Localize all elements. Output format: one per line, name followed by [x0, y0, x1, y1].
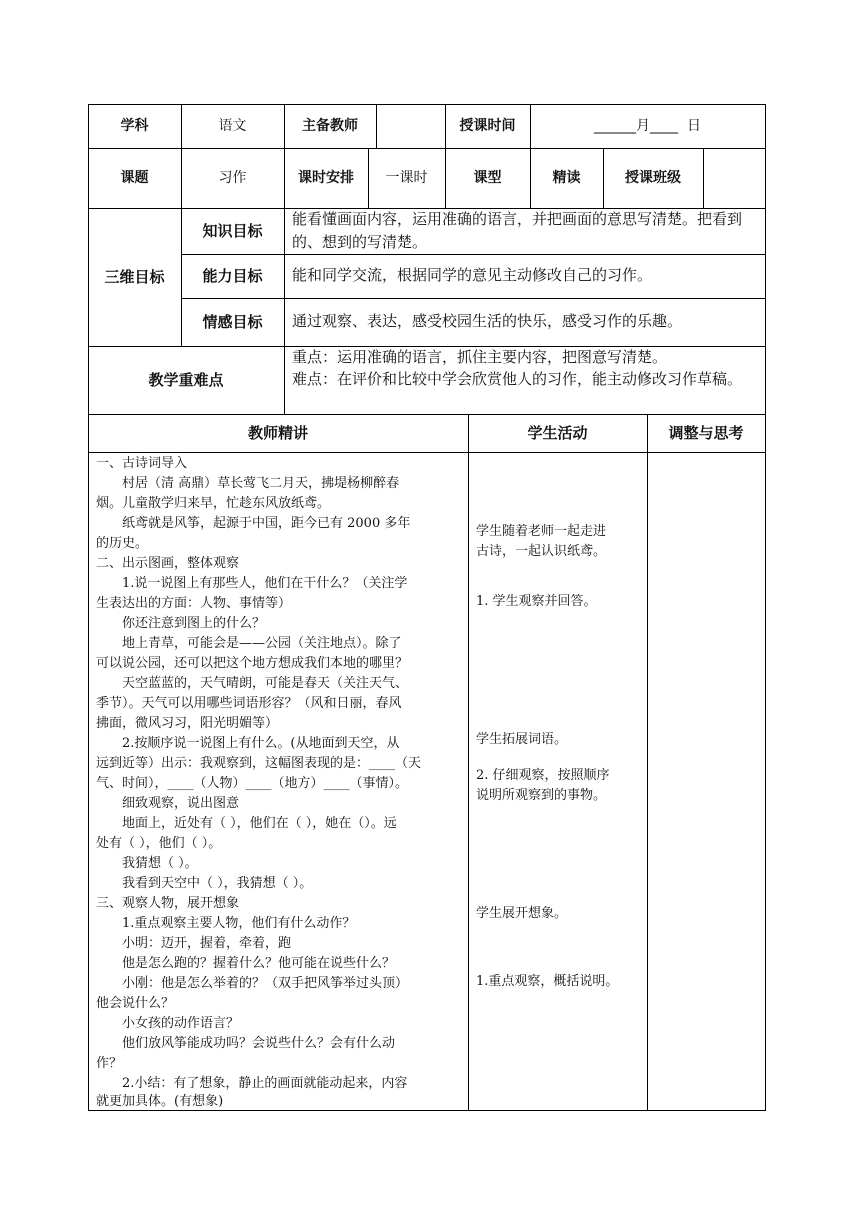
topic-value: 习作 — [218, 169, 247, 186]
teacher-line: 一、古诗词导入 — [96, 456, 188, 471]
teacher-line: 1.说一说图上有那些人，他们在干什么？（关注学 — [96, 576, 408, 591]
col-header-reflect: 调整与思考 — [668, 424, 744, 442]
subject-value: 语文 — [218, 117, 247, 134]
type-value: 精读 — [552, 169, 581, 186]
student-note: 学生随着老师一起走进 — [476, 524, 607, 539]
time-label: 授课时间 — [459, 117, 516, 134]
teacher-line: 他是怎么跑的？握着什么？他可能在说些什么？ — [96, 956, 396, 971]
teacher-line: 处有（ ），他们（ ）。 — [96, 836, 222, 851]
key-points-difficulty: 难点：在评价和比较中学会欣赏他人的习作，能主动修改习作草稿。 — [292, 370, 743, 388]
teacher-line: 你还注意到图上的什么？ — [96, 616, 266, 631]
student-note: 说明所观察到的事物。 — [476, 788, 607, 803]
goals-label: 三维目标 — [104, 268, 165, 286]
teacher-line: 拂面，微风习习，阳光明媚等） — [96, 716, 279, 731]
class-value[interactable] — [703, 148, 765, 208]
hours-label: 课时安排 — [298, 169, 354, 186]
col-header-teacher: 教师精讲 — [247, 424, 308, 442]
teacher-line: 小刚：他是怎么举着的？（双手把风筝举过头顶） — [96, 976, 409, 991]
teacher-line: 作？ — [96, 1056, 123, 1071]
teacher-line: 的历史。 — [96, 536, 149, 551]
topic-label: 课题 — [120, 169, 149, 186]
teacher-line: 地面上，近处有（ ），他们在（ ），她在（）。远 — [96, 816, 397, 831]
hours-value: 一课时 — [385, 169, 428, 186]
teacher-line: 三、观察人物，展开想象 — [96, 896, 240, 911]
teacher-line: 生表达出的方面：人物、事情等） — [96, 596, 292, 611]
col-header-student: 学生活动 — [527, 424, 588, 442]
reflect-cell[interactable] — [648, 453, 764, 1109]
student-note: 1.重点观察，概括说明。 — [476, 974, 619, 989]
teacher-line: 他会说什么？ — [96, 996, 175, 1011]
teacher-line: 烟。儿童散学归来早，忙趁东风放纸鸢。 — [96, 496, 331, 511]
student-note: 2. 仔细观察，按照顺序 — [476, 768, 610, 783]
teacher-line: 村居（清 高鼎）草长莺飞二月天，拂堤杨柳醉春 — [96, 476, 400, 491]
teacher-line: 二、出示图画，整体观察 — [96, 556, 240, 571]
teacher-line: 他们放风筝能成功吗？会说些什么？会有什么动 — [96, 1036, 396, 1051]
student-note: 学生展开想象。 — [476, 906, 568, 921]
emotion-text: 通过观察、表达，感受校园生活的快乐，感受习作的乐趣。 — [292, 312, 683, 330]
teacher-line: 天空蓝蓝的，天气晴朗，可能是春天（关注天气、 — [96, 676, 409, 691]
teacher-line: 可以说公园，还可以把这个地方想成我们本地的哪里？ — [96, 656, 409, 671]
knowledge-label: 知识目标 — [202, 222, 263, 240]
teacher-line: 地上青草，可能会是——公园（关注地点）。除了 — [96, 636, 402, 651]
ability-text: 能和同学交流，根据同学的意见主动修改自己的习作。 — [292, 266, 653, 284]
teacher-line: 季节）。天气可以用哪些词语形容？（风和日丽，春风 — [96, 696, 402, 711]
teacher-line: 我猜想（ ）。 — [96, 856, 198, 871]
time-value[interactable]: ______月____ 日 — [594, 117, 701, 134]
teacher-line: 就更加具体。(有想象) — [96, 1094, 224, 1109]
teacher-line: 小明：迈开，握着，牵着，跑 — [96, 936, 292, 951]
teacher-line: 1.重点观察主要人物，他们有什么动作？ — [96, 916, 356, 931]
subject-label: 学科 — [120, 117, 149, 134]
student-note: 古诗，一起认识纸鸢。 — [476, 544, 607, 559]
class-label: 授课班级 — [625, 169, 681, 186]
teacher-line: 细致观察，说出图意 — [96, 796, 240, 811]
teacher-label: 主备教师 — [302, 117, 358, 134]
teacher-line: 气、时间），____（人物）____（地方）____（事情）。 — [96, 776, 409, 791]
key-points-label: 教学重难点 — [148, 371, 224, 389]
type-label: 课型 — [473, 169, 502, 186]
emotion-label: 情感目标 — [202, 313, 263, 331]
teacher-line: 远到近等）出示：我观察到，这幅图表现的是：____（天 — [96, 756, 422, 771]
teacher-line: 小女孩的动作语言？ — [96, 1016, 240, 1031]
teacher-line: 纸鸢就是风筝，起源于中国，距今已有 2000 多年 — [96, 516, 411, 531]
knowledge-text: 能看懂画面内容，运用准确的语言，并把画面的意思写清楚。把看到的、想到的写清楚。 — [292, 210, 743, 251]
student-note: 学生拓展词语。 — [476, 732, 568, 747]
teacher-line: 2.按顺序说一说图上有什么。(从地面到天空，从 — [96, 736, 400, 751]
teacher-value[interactable] — [376, 104, 445, 148]
teacher-line: 我看到天空中（ ），我猜想（ ）。 — [96, 876, 313, 891]
key-points-focus: 重点：运用准确的语言，抓住主要内容，把图意写清楚。 — [292, 348, 668, 366]
teacher-line: 2.小结：有了想象，静止的画面就能动起来，内容 — [96, 1076, 408, 1091]
ability-label: 能力目标 — [202, 267, 263, 285]
student-note: 1. 学生观察并回答。 — [476, 594, 597, 609]
